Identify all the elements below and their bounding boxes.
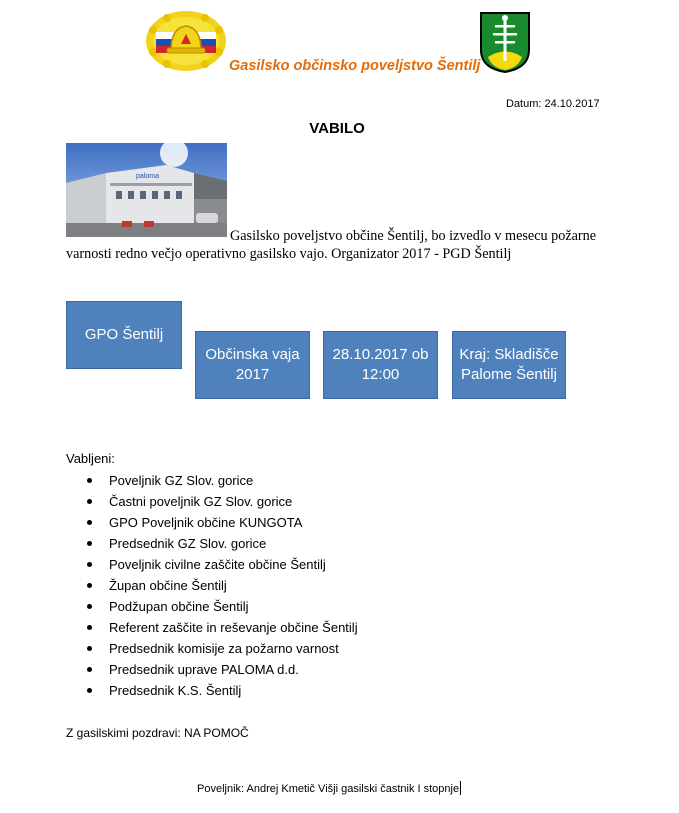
box-organizer-text: GPO Šentilj [84, 326, 164, 343]
bullet-icon [87, 541, 92, 546]
document-title: VABILO [309, 120, 365, 137]
list-item: Župan občine Šentilj [66, 575, 358, 596]
closing-greeting: Z gasilskimi pozdravi: NA POMOČ [66, 726, 249, 740]
bullet-icon [87, 625, 92, 630]
document-date: Datum: 24.10.2017 [506, 98, 600, 110]
box-exercise-text: Občinska vaja 2017 [205, 346, 300, 383]
bullet-icon [87, 646, 92, 651]
list-item: Referent zaščite in reševanje občine Šentilj [66, 617, 358, 638]
bullet-icon [87, 583, 92, 588]
bullet-icon [87, 688, 92, 693]
bullet-icon [87, 667, 92, 672]
svg-text:paloma: paloma [136, 173, 159, 180]
text-cursor [460, 781, 461, 795]
box-exercise [195, 331, 310, 399]
intro-text: Gasilsko poveljstvo občine Šentilj, bo izvedlo v mesecu požarne varnosti redno večjo operativno gasilsko vajo. Organizator 2017 - PGD Šentilj [66, 228, 597, 262]
list-item: Predsednik K.S. Šentilj [66, 680, 358, 701]
list-item: Podžupan občine Šentilj [66, 596, 358, 617]
bullet-icon [87, 562, 92, 567]
list-item: Poveljnik civilne zaščite občine Šentilj [66, 554, 358, 575]
bullet-icon [87, 604, 92, 609]
firefighter-emblem-icon [145, 10, 227, 72]
list-item: Častni poveljnik GZ Slov. gorice [66, 491, 358, 512]
list-item: Predsednik GZ Slov. gorice [66, 533, 358, 554]
signature-text: Poveljnik: Andrej Kmetič Višji gasilski častnik I stopnje [197, 783, 460, 795]
intro-paragraph [66, 227, 626, 263]
box-organizer [66, 301, 182, 369]
box-datetime-text: 28.10.2017 ob 12:00 [332, 346, 429, 383]
list-item: Poveljnik GZ Slov. gorice [66, 470, 358, 491]
invitees-label: Vabljeni: [66, 451, 115, 466]
list-item: Predsednik komisije za požarno varnost [66, 638, 358, 659]
invitees-list [66, 470, 358, 701]
list-item: Predsednik uprave PALOMA d.d. [66, 659, 358, 680]
organization-title: Gasilsko občinsko poveljstvo Šentilj [229, 58, 481, 74]
building-photo [66, 143, 227, 237]
box-location-text: Kraj: Skladišče Palome Šentilj [459, 346, 559, 383]
box-datetime [323, 331, 438, 399]
list-item: GPO Poveljnik občine KUNGOTA [66, 512, 358, 533]
bullet-icon [87, 499, 92, 504]
box-location [452, 331, 566, 399]
signature-line[interactable] [197, 781, 461, 795]
bullet-icon [87, 520, 92, 525]
bullet-icon [87, 478, 92, 483]
municipal-coat-of-arms-icon [480, 12, 530, 73]
